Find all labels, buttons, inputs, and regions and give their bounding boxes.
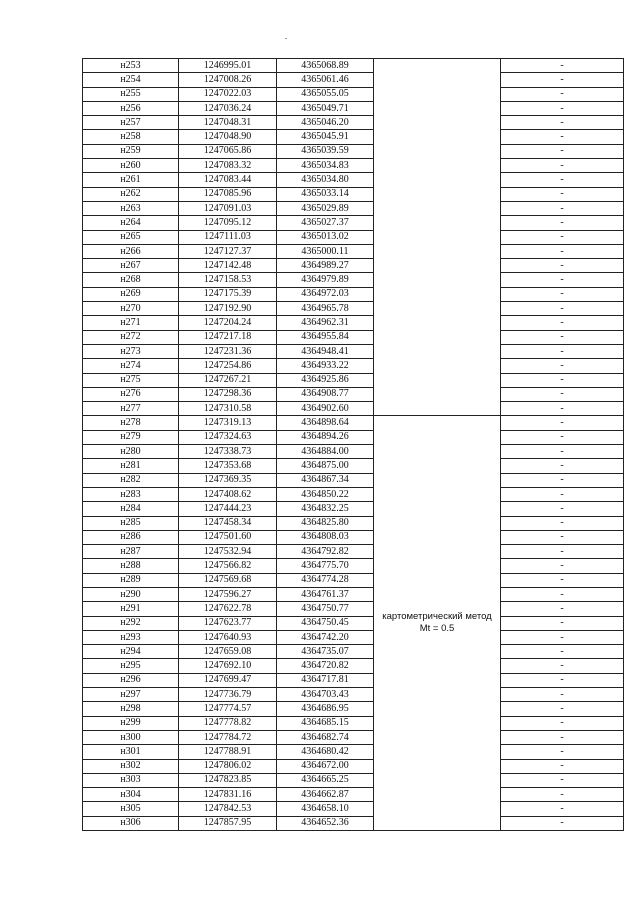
point-name-cell: н271 bbox=[83, 316, 179, 330]
table-row bbox=[83, 759, 624, 773]
y-coordinate-cell: 4364750.45 bbox=[277, 616, 374, 630]
table-row bbox=[83, 59, 624, 73]
y-coordinate-cell: 4364867.34 bbox=[277, 473, 374, 487]
y-coordinate-cell: 4364832.25 bbox=[277, 502, 374, 516]
y-coordinate-cell: 4364972.03 bbox=[277, 287, 374, 301]
point-name-cell: н295 bbox=[83, 659, 179, 673]
y-coordinate-cell: 4364750.77 bbox=[277, 602, 374, 616]
point-name-cell: н260 bbox=[83, 159, 179, 173]
y-coordinate-cell: 4364955.84 bbox=[277, 330, 374, 344]
table-row bbox=[83, 459, 624, 473]
point-name-cell: н299 bbox=[83, 716, 179, 730]
x-coordinate-cell: 1247022.03 bbox=[179, 87, 277, 101]
value-cell: - bbox=[501, 559, 624, 573]
value-cell: - bbox=[501, 587, 624, 601]
x-coordinate-cell: 1247036.24 bbox=[179, 101, 277, 115]
table-row bbox=[83, 402, 624, 416]
point-name-cell: н273 bbox=[83, 344, 179, 358]
y-coordinate-cell: 4364979.89 bbox=[277, 273, 374, 287]
table-row bbox=[83, 688, 624, 702]
value-cell: - bbox=[501, 302, 624, 316]
point-name-cell: н283 bbox=[83, 487, 179, 501]
y-coordinate-cell: 4365027.37 bbox=[277, 216, 374, 230]
point-name-cell: н268 bbox=[83, 273, 179, 287]
y-coordinate-cell: 4364989.27 bbox=[277, 259, 374, 273]
x-coordinate-cell: 1247065.86 bbox=[179, 144, 277, 158]
point-name-cell: н302 bbox=[83, 759, 179, 773]
table-row bbox=[83, 216, 624, 230]
table-row bbox=[83, 702, 624, 716]
point-name-cell: н272 bbox=[83, 330, 179, 344]
value-cell: - bbox=[501, 244, 624, 258]
value-cell: - bbox=[501, 330, 624, 344]
table-row bbox=[83, 430, 624, 444]
table-row bbox=[83, 259, 624, 273]
table-row bbox=[83, 573, 624, 587]
point-name-cell: н274 bbox=[83, 359, 179, 373]
table-row bbox=[83, 73, 624, 87]
x-coordinate-cell: 1247659.08 bbox=[179, 645, 277, 659]
x-coordinate-cell: 1247111.03 bbox=[179, 230, 277, 244]
point-name-cell: н277 bbox=[83, 402, 179, 416]
x-coordinate-cell: 1247444.23 bbox=[179, 502, 277, 516]
y-coordinate-cell: 4365045.91 bbox=[277, 130, 374, 144]
y-coordinate-cell: 4365013.02 bbox=[277, 230, 374, 244]
table-row bbox=[83, 344, 624, 358]
coordinates-table-body bbox=[83, 59, 624, 831]
point-name-cell: н279 bbox=[83, 430, 179, 444]
x-coordinate-cell: 1247353.68 bbox=[179, 459, 277, 473]
x-coordinate-cell: 1247231.36 bbox=[179, 344, 277, 358]
value-cell: - bbox=[501, 816, 624, 830]
y-coordinate-cell: 4365000.11 bbox=[277, 244, 374, 258]
table-row bbox=[83, 330, 624, 344]
x-coordinate-cell: 1247338.73 bbox=[179, 445, 277, 459]
table-row bbox=[83, 730, 624, 744]
y-coordinate-cell: 4364808.03 bbox=[277, 530, 374, 544]
y-coordinate-cell: 4364792.82 bbox=[277, 545, 374, 559]
table-row bbox=[83, 144, 624, 158]
table-row bbox=[83, 230, 624, 244]
value-cell: - bbox=[501, 602, 624, 616]
value-cell: - bbox=[501, 130, 624, 144]
method-cell: картометрический метод Mt = 0.5 bbox=[374, 416, 501, 831]
value-cell: - bbox=[501, 273, 624, 287]
y-coordinate-cell: 4365034.80 bbox=[277, 173, 374, 187]
y-coordinate-cell: 4364774.28 bbox=[277, 573, 374, 587]
table-row bbox=[83, 502, 624, 516]
value-cell: - bbox=[501, 59, 624, 73]
x-coordinate-cell: 1247204.24 bbox=[179, 316, 277, 330]
y-coordinate-cell: 4364662.87 bbox=[277, 788, 374, 802]
table-row bbox=[83, 673, 624, 687]
x-coordinate-cell: 1247622.78 bbox=[179, 602, 277, 616]
x-coordinate-cell: 1247569.68 bbox=[179, 573, 277, 587]
table-row bbox=[83, 316, 624, 330]
value-cell: - bbox=[501, 445, 624, 459]
y-coordinate-cell: 4364685.15 bbox=[277, 716, 374, 730]
point-name-cell: н257 bbox=[83, 116, 179, 130]
x-coordinate-cell: 1247784.72 bbox=[179, 730, 277, 744]
x-coordinate-cell: 1247774.57 bbox=[179, 702, 277, 716]
point-name-cell: н294 bbox=[83, 645, 179, 659]
x-coordinate-cell: 1247623.77 bbox=[179, 616, 277, 630]
table-row bbox=[83, 616, 624, 630]
value-cell: - bbox=[501, 745, 624, 759]
x-coordinate-cell: 1247267.21 bbox=[179, 373, 277, 387]
value-cell: - bbox=[501, 516, 624, 530]
point-name-cell: н289 bbox=[83, 573, 179, 587]
table-row bbox=[83, 87, 624, 101]
y-coordinate-cell: 4365055.05 bbox=[277, 87, 374, 101]
y-coordinate-cell: 4364898.64 bbox=[277, 416, 374, 430]
point-name-cell: н286 bbox=[83, 530, 179, 544]
point-name-cell: н270 bbox=[83, 302, 179, 316]
y-coordinate-cell: 4365046.20 bbox=[277, 116, 374, 130]
value-cell: - bbox=[501, 688, 624, 702]
table-row bbox=[83, 559, 624, 573]
point-name-cell: н265 bbox=[83, 230, 179, 244]
y-coordinate-cell: 4365033.14 bbox=[277, 187, 374, 201]
x-coordinate-cell: 1247254.86 bbox=[179, 359, 277, 373]
point-name-cell: н293 bbox=[83, 630, 179, 644]
value-cell: - bbox=[501, 487, 624, 501]
y-coordinate-cell: 4364894.26 bbox=[277, 430, 374, 444]
point-name-cell: н284 bbox=[83, 502, 179, 516]
y-coordinate-cell: 4364884.00 bbox=[277, 445, 374, 459]
value-cell: - bbox=[501, 116, 624, 130]
value-cell: - bbox=[501, 630, 624, 644]
point-name-cell: н300 bbox=[83, 730, 179, 744]
point-name-cell: н276 bbox=[83, 387, 179, 401]
value-cell: - bbox=[501, 259, 624, 273]
y-coordinate-cell: 4365061.46 bbox=[277, 73, 374, 87]
y-coordinate-cell: 4364742.20 bbox=[277, 630, 374, 644]
value-cell: - bbox=[501, 216, 624, 230]
x-coordinate-cell: 1247048.90 bbox=[179, 130, 277, 144]
y-coordinate-cell: 4365029.89 bbox=[277, 201, 374, 215]
value-cell: - bbox=[501, 802, 624, 816]
coordinates-table bbox=[82, 58, 624, 831]
x-coordinate-cell: 1247091.03 bbox=[179, 201, 277, 215]
value-cell: - bbox=[501, 502, 624, 516]
x-coordinate-cell: 1247736.79 bbox=[179, 688, 277, 702]
y-coordinate-cell: 4365049.71 bbox=[277, 101, 374, 115]
point-name-cell: н304 bbox=[83, 788, 179, 802]
value-cell: - bbox=[501, 788, 624, 802]
value-cell: - bbox=[501, 144, 624, 158]
table-row bbox=[83, 530, 624, 544]
table-row bbox=[83, 659, 624, 673]
x-coordinate-cell: 1247501.60 bbox=[179, 530, 277, 544]
table-row bbox=[83, 773, 624, 787]
y-coordinate-cell: 4364658.10 bbox=[277, 802, 374, 816]
point-name-cell: н298 bbox=[83, 702, 179, 716]
x-coordinate-cell: 1247778.82 bbox=[179, 716, 277, 730]
x-coordinate-cell: 1247324.63 bbox=[179, 430, 277, 444]
value-cell: - bbox=[501, 459, 624, 473]
table-row bbox=[83, 387, 624, 401]
x-coordinate-cell: 1247127.37 bbox=[179, 244, 277, 258]
point-name-cell: н253 bbox=[83, 59, 179, 73]
x-coordinate-cell: 1247532.94 bbox=[179, 545, 277, 559]
value-cell: - bbox=[501, 573, 624, 587]
table-row bbox=[83, 130, 624, 144]
x-coordinate-cell: 1247823.85 bbox=[179, 773, 277, 787]
x-coordinate-cell: 1247842.53 bbox=[179, 802, 277, 816]
point-name-cell: н280 bbox=[83, 445, 179, 459]
point-name-cell: н296 bbox=[83, 673, 179, 687]
value-cell: - bbox=[501, 201, 624, 215]
scan-speck bbox=[285, 38, 287, 39]
table-row bbox=[83, 273, 624, 287]
point-name-cell: н262 bbox=[83, 187, 179, 201]
value-cell: - bbox=[501, 716, 624, 730]
y-coordinate-cell: 4364735.07 bbox=[277, 645, 374, 659]
value-cell: - bbox=[501, 373, 624, 387]
value-cell: - bbox=[501, 316, 624, 330]
point-name-cell: н291 bbox=[83, 602, 179, 616]
value-cell: - bbox=[501, 402, 624, 416]
x-coordinate-cell: 1247806.02 bbox=[179, 759, 277, 773]
point-name-cell: н267 bbox=[83, 259, 179, 273]
table-row bbox=[83, 716, 624, 730]
point-name-cell: н297 bbox=[83, 688, 179, 702]
x-coordinate-cell: 1247083.32 bbox=[179, 159, 277, 173]
point-name-cell: н256 bbox=[83, 101, 179, 115]
table-row bbox=[83, 816, 624, 830]
method-cell-empty bbox=[374, 59, 501, 416]
x-coordinate-cell: 1247310.58 bbox=[179, 402, 277, 416]
value-cell: - bbox=[501, 645, 624, 659]
y-coordinate-cell: 4364717.81 bbox=[277, 673, 374, 687]
table-row bbox=[83, 487, 624, 501]
table-row bbox=[83, 359, 624, 373]
y-coordinate-cell: 4364775.70 bbox=[277, 559, 374, 573]
y-coordinate-cell: 4364962.31 bbox=[277, 316, 374, 330]
x-coordinate-cell: 1247217.18 bbox=[179, 330, 277, 344]
table-row bbox=[83, 587, 624, 601]
point-name-cell: н282 bbox=[83, 473, 179, 487]
x-coordinate-cell: 1247192.90 bbox=[179, 302, 277, 316]
value-cell: - bbox=[501, 759, 624, 773]
table-row bbox=[83, 101, 624, 115]
x-coordinate-cell: 1247458.34 bbox=[179, 516, 277, 530]
y-coordinate-cell: 4364720.82 bbox=[277, 659, 374, 673]
x-coordinate-cell: 1247095.12 bbox=[179, 216, 277, 230]
x-coordinate-cell: 1247048.31 bbox=[179, 116, 277, 130]
value-cell: - bbox=[501, 187, 624, 201]
point-name-cell: н305 bbox=[83, 802, 179, 816]
x-coordinate-cell: 1247788.91 bbox=[179, 745, 277, 759]
table-row bbox=[83, 244, 624, 258]
value-cell: - bbox=[501, 773, 624, 787]
point-name-cell: н292 bbox=[83, 616, 179, 630]
y-coordinate-cell: 4364686.95 bbox=[277, 702, 374, 716]
point-name-cell: н285 bbox=[83, 516, 179, 530]
y-coordinate-cell: 4364875.00 bbox=[277, 459, 374, 473]
value-cell: - bbox=[501, 416, 624, 430]
point-name-cell: н306 bbox=[83, 816, 179, 830]
point-name-cell: н281 bbox=[83, 459, 179, 473]
point-name-cell: н290 bbox=[83, 587, 179, 601]
value-cell: - bbox=[501, 702, 624, 716]
table-row bbox=[83, 802, 624, 816]
value-cell: - bbox=[501, 344, 624, 358]
x-coordinate-cell: 1247175.39 bbox=[179, 287, 277, 301]
value-cell: - bbox=[501, 159, 624, 173]
point-name-cell: н255 bbox=[83, 87, 179, 101]
value-cell: - bbox=[501, 101, 624, 115]
x-coordinate-cell: 1247596.27 bbox=[179, 587, 277, 601]
y-coordinate-cell: 4365034.83 bbox=[277, 159, 374, 173]
x-coordinate-cell: 1247319.13 bbox=[179, 416, 277, 430]
y-coordinate-cell: 4364965.78 bbox=[277, 302, 374, 316]
value-cell: - bbox=[501, 673, 624, 687]
value-cell: - bbox=[501, 287, 624, 301]
value-cell: - bbox=[501, 430, 624, 444]
y-coordinate-cell: 4364672.00 bbox=[277, 759, 374, 773]
value-cell: - bbox=[501, 530, 624, 544]
table-row bbox=[83, 159, 624, 173]
value-cell: - bbox=[501, 173, 624, 187]
point-name-cell: н301 bbox=[83, 745, 179, 759]
x-coordinate-cell: 1247566.82 bbox=[179, 559, 277, 573]
table-row bbox=[83, 745, 624, 759]
table-row bbox=[83, 416, 624, 430]
table-row bbox=[83, 602, 624, 616]
value-cell: - bbox=[501, 73, 624, 87]
y-coordinate-cell: 4364825.80 bbox=[277, 516, 374, 530]
point-name-cell: н264 bbox=[83, 216, 179, 230]
x-coordinate-cell: 1247369.35 bbox=[179, 473, 277, 487]
value-cell: - bbox=[501, 473, 624, 487]
table-row bbox=[83, 545, 624, 559]
point-name-cell: н266 bbox=[83, 244, 179, 258]
table-row bbox=[83, 473, 624, 487]
table-row bbox=[83, 645, 624, 659]
x-coordinate-cell: 1247158.53 bbox=[179, 273, 277, 287]
table-row bbox=[83, 516, 624, 530]
value-cell: - bbox=[501, 730, 624, 744]
point-name-cell: н263 bbox=[83, 201, 179, 215]
point-name-cell: н259 bbox=[83, 144, 179, 158]
value-cell: - bbox=[501, 230, 624, 244]
point-name-cell: н278 bbox=[83, 416, 179, 430]
table-row bbox=[83, 373, 624, 387]
y-coordinate-cell: 4364761.37 bbox=[277, 587, 374, 601]
y-coordinate-cell: 4364902.60 bbox=[277, 402, 374, 416]
y-coordinate-cell: 4364652.36 bbox=[277, 816, 374, 830]
x-coordinate-cell: 1247699.47 bbox=[179, 673, 277, 687]
point-name-cell: н275 bbox=[83, 373, 179, 387]
value-cell: - bbox=[501, 387, 624, 401]
table-row bbox=[83, 116, 624, 130]
point-name-cell: н254 bbox=[83, 73, 179, 87]
table-row bbox=[83, 445, 624, 459]
y-coordinate-cell: 4364850.22 bbox=[277, 487, 374, 501]
table-row bbox=[83, 788, 624, 802]
x-coordinate-cell: 1247083.44 bbox=[179, 173, 277, 187]
y-coordinate-cell: 4364703.43 bbox=[277, 688, 374, 702]
point-name-cell: н261 bbox=[83, 173, 179, 187]
x-coordinate-cell: 1247142.48 bbox=[179, 259, 277, 273]
table-row bbox=[83, 302, 624, 316]
point-name-cell: н269 bbox=[83, 287, 179, 301]
y-coordinate-cell: 4364925.86 bbox=[277, 373, 374, 387]
value-cell: - bbox=[501, 616, 624, 630]
x-coordinate-cell: 1247085.96 bbox=[179, 187, 277, 201]
x-coordinate-cell: 1247408.62 bbox=[179, 487, 277, 501]
point-name-cell: н287 bbox=[83, 545, 179, 559]
point-name-cell: н288 bbox=[83, 559, 179, 573]
table-row bbox=[83, 187, 624, 201]
x-coordinate-cell: 1247857.95 bbox=[179, 816, 277, 830]
x-coordinate-cell: 1247831.16 bbox=[179, 788, 277, 802]
x-coordinate-cell: 1247692.10 bbox=[179, 659, 277, 673]
table-row bbox=[83, 630, 624, 644]
table-row bbox=[83, 201, 624, 215]
value-cell: - bbox=[501, 659, 624, 673]
y-coordinate-cell: 4364933.22 bbox=[277, 359, 374, 373]
x-coordinate-cell: 1247008.26 bbox=[179, 73, 277, 87]
y-coordinate-cell: 4364682.74 bbox=[277, 730, 374, 744]
x-coordinate-cell: 1247640.93 bbox=[179, 630, 277, 644]
y-coordinate-cell: 4365039.59 bbox=[277, 144, 374, 158]
point-name-cell: н303 bbox=[83, 773, 179, 787]
value-cell: - bbox=[501, 359, 624, 373]
y-coordinate-cell: 4364680.42 bbox=[277, 745, 374, 759]
point-name-cell: н258 bbox=[83, 130, 179, 144]
y-coordinate-cell: 4364948.41 bbox=[277, 344, 374, 358]
x-coordinate-cell: 1246995.01 bbox=[179, 59, 277, 73]
table-row bbox=[83, 287, 624, 301]
y-coordinate-cell: 4364908.77 bbox=[277, 387, 374, 401]
value-cell: - bbox=[501, 87, 624, 101]
y-coordinate-cell: 4364665.25 bbox=[277, 773, 374, 787]
value-cell: - bbox=[501, 545, 624, 559]
x-coordinate-cell: 1247298.36 bbox=[179, 387, 277, 401]
y-coordinate-cell: 4365068.89 bbox=[277, 59, 374, 73]
table-row bbox=[83, 173, 624, 187]
